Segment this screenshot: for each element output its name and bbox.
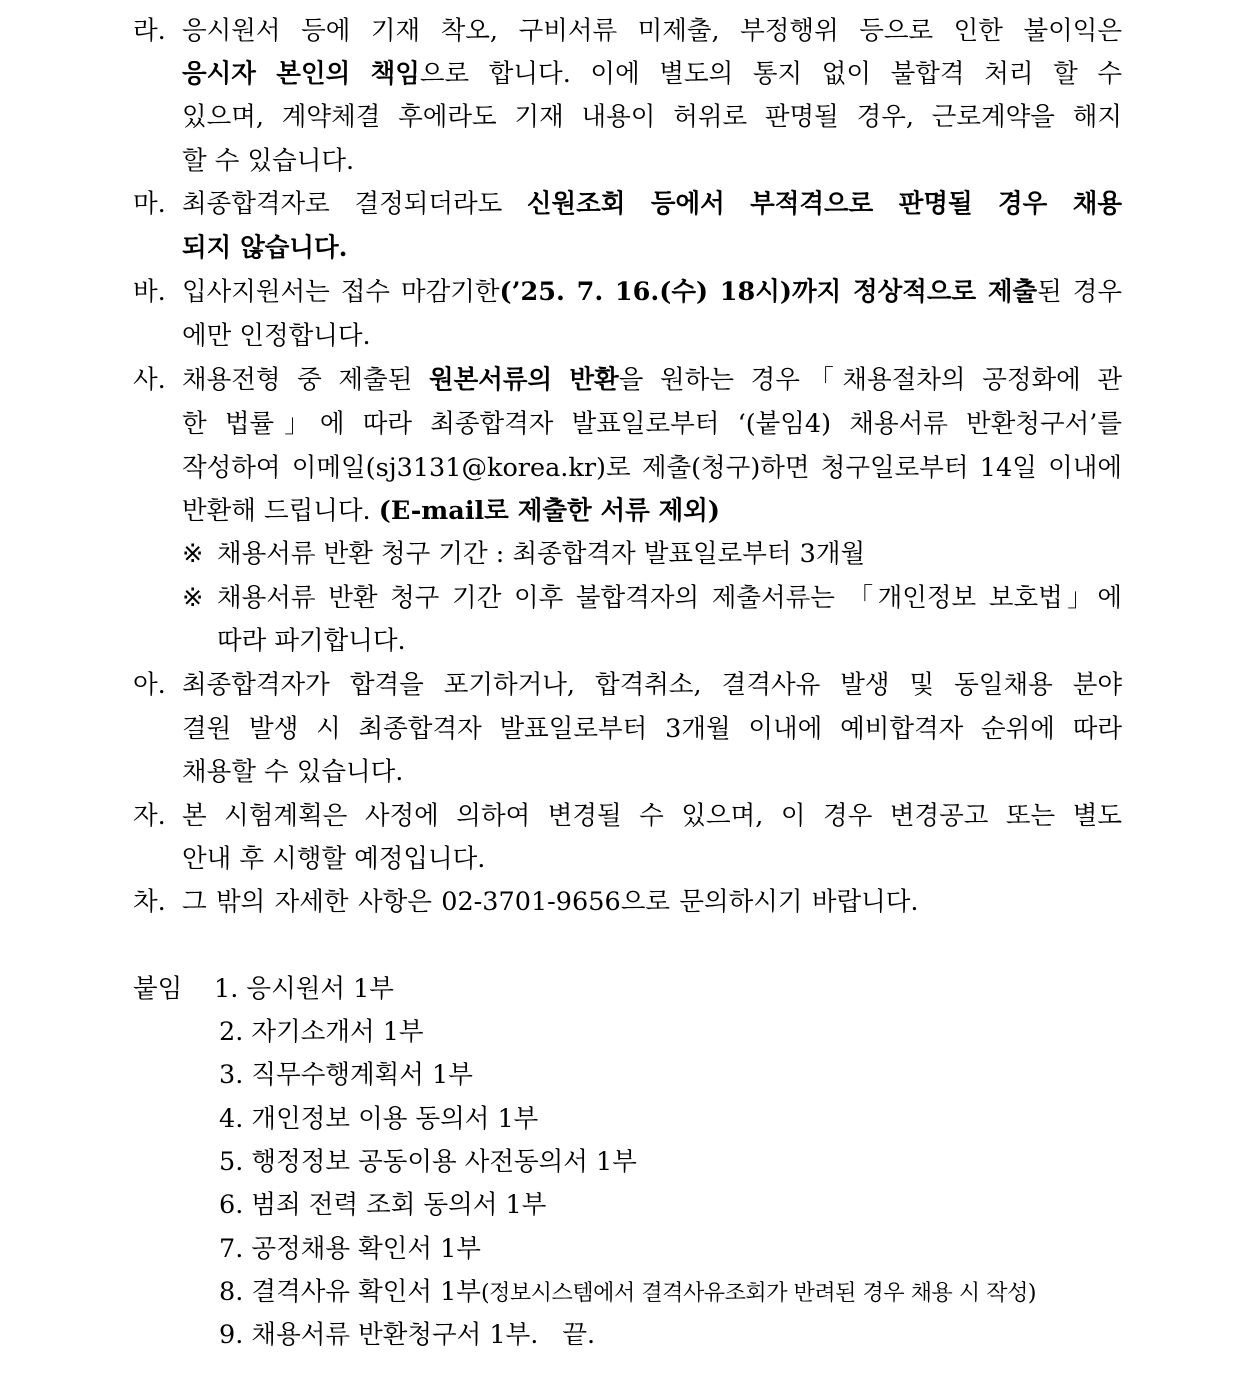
- item-ba-line1-text: 입사지원서는 접수 마감기한: [182, 277, 500, 307]
- item-a-line3: 채용할 수 있습니다.: [182, 757, 404, 787]
- item-ba-marker: 바.: [133, 277, 166, 307]
- item-a-marker: 아.: [133, 670, 166, 700]
- item-sa-line1-rest: 을 원하는 경우「채용절차의 공정화에 관: [618, 365, 1122, 395]
- item-ja-line1: 본 시험계획은 사정에 의하여 변경될 수 있으며, 이 경우 변경공고 또는 별도: [182, 801, 1122, 831]
- item-ra-emphasis: 응시자 본인의 책임: [182, 59, 420, 89]
- item-sa-marker: 사.: [133, 365, 166, 395]
- item-ra-line1: 응시원서 등에 기재 착오, 구비서류 미제출, 부정행위 등으로 인한 불이익은: [182, 16, 1122, 46]
- item-sa-emphasis-2: (E-mail로 제출한 서류 제외): [378, 496, 720, 526]
- end-mark: 끝.: [562, 1320, 596, 1350]
- note-mark-1: ※: [182, 539, 204, 569]
- item-ba-emphasis: (’25. 7. 16.(수) 18시)까지 정상적으로 제출: [499, 277, 1038, 307]
- item-ba-line1-rest: 된 경우: [1037, 277, 1123, 307]
- item-ja-marker: 자.: [133, 801, 166, 831]
- item-a-line2: 결원 발생 시 최종합격자 발표일로부터 3개월 이내에 예비합격자 순위에 따라: [182, 714, 1122, 744]
- item-ja-line2: 안내 후 시행할 예정입니다.: [182, 844, 486, 874]
- attachment-item-8-text: 8. 결격사유 확인서 1부: [219, 1277, 481, 1307]
- item-ra-marker: 라.: [133, 16, 166, 46]
- item-ra-line3: 있으며, 계약체결 후에라도 기재 내용이 허위로 판명될 경우, 근로계약을 해지: [182, 102, 1122, 132]
- item-ra-line2: [182, 52, 1122, 96]
- item-sa-line3: 작성하여 이메일(sj3131@korea.kr)로 제출(청구)하면 청구일로부터 14일 이내에: [182, 453, 1122, 483]
- item-ra-line4: 할 수 있습니다.: [182, 146, 355, 176]
- attachment-item-2: 2. 자기소개서 1부: [219, 1017, 424, 1047]
- attachment-item-9: [219, 1313, 595, 1357]
- item-ma-emphasis: 신원조회 등에서 부적격으로 판명될 경우 채용: [526, 189, 1122, 219]
- item-sa-line4: [182, 489, 720, 533]
- attachment-item-5: 5. 행정정보 공동이용 사전동의서 1부: [219, 1147, 637, 1177]
- attachments-label: 붙임: [133, 974, 183, 1004]
- attachment-item-4: 4. 개인정보 이용 동의서 1부: [219, 1104, 539, 1134]
- item-cha-marker: 차.: [133, 887, 166, 917]
- item-ma-marker: 마.: [133, 189, 166, 219]
- item-ba-line2: 에만 인정합니다.: [182, 321, 371, 351]
- item-a-line1: 최종합격자가 합격을 포기하거나, 합격취소, 결격사유 발생 및 동일채용 분야: [182, 670, 1122, 700]
- item-sa-note2-line2: 따라 파기합니다.: [217, 626, 406, 656]
- item-sa-line1-text: 채용전형 중 제출된: [182, 365, 429, 395]
- item-sa-note1: 채용서류 반환 청구 기간 : 최종합격자 발표일로부터 3개월: [217, 539, 866, 569]
- item-ma-line1-text: 최종합격자로 결정되더라도: [182, 189, 527, 219]
- attachment-item-7: 7. 공정채용 확인서 1부: [219, 1234, 481, 1264]
- item-sa-line2: 한 법률」에 따라 최종합격자 발표일로부터 ‘(붙임4) 채용서류 반환청구서’를: [182, 409, 1122, 439]
- item-ma-line2: 되지 않습니다.: [182, 233, 348, 263]
- attachment-item-8: [219, 1270, 1036, 1314]
- item-sa-line4-text: 반환해 드립니다.: [182, 496, 379, 526]
- attachment-item-6: 6. 범죄 전력 조회 동의서 1부: [219, 1190, 547, 1220]
- item-ba-line1: [182, 270, 1122, 314]
- item-cha-line1: 그 밖의 자세한 사항은 02-3701-9656으로 문의하시기 바랍니다.: [182, 887, 919, 917]
- attachment-item-9-text: 9. 채용서류 반환청구서 1부.: [219, 1320, 539, 1350]
- item-sa-emphasis: 원본서류의 반환: [428, 365, 619, 395]
- item-sa-line1: [182, 358, 1122, 402]
- item-sa-note2-line1: 채용서류 반환 청구 기간 이후 불합격자의 제출서류는 「개인정보 보호법」에: [217, 583, 1122, 613]
- item-ma-line1: [182, 182, 1122, 226]
- attachment-item-3: 3. 직무수행계획서 1부: [219, 1060, 473, 1090]
- attachment-item-8-note: (정보시스템에서 결격사유조회가 반려된 경우 채용 시 작성): [480, 1281, 1037, 1306]
- item-ra-line2-text: 으로 합니다. 이에 별도의 통지 없이 불합격 처리 할 수: [419, 59, 1122, 89]
- attachment-item-1: 1. 응시원서 1부: [214, 974, 394, 1004]
- note-mark-2: ※: [182, 583, 204, 613]
